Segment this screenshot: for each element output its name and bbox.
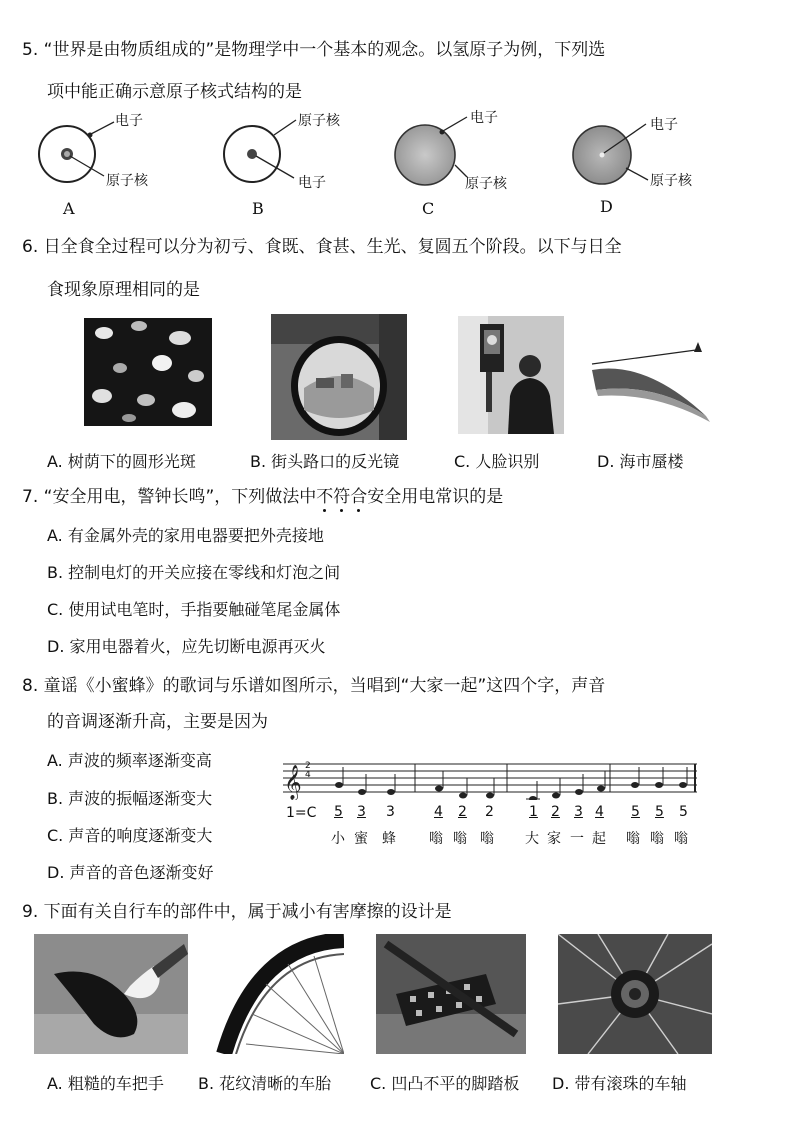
lyric-char: 蜂 xyxy=(382,831,396,847)
q5-diagram-b xyxy=(214,108,374,220)
q9-stem xyxy=(22,900,452,924)
jianpu-note: 1 xyxy=(529,804,538,820)
note-head xyxy=(552,793,560,799)
jianpu-note: 3 xyxy=(574,804,583,820)
note-head xyxy=(575,789,583,795)
q8-time-signature xyxy=(305,762,311,780)
q5-b-letter: B xyxy=(252,199,264,218)
q8-staff-svg xyxy=(283,760,703,800)
lyric-char: 嗡 xyxy=(429,831,443,847)
lyric-char: 嗡 xyxy=(626,831,640,847)
lyric-char: 起 xyxy=(592,831,606,847)
q8-key: 1=C xyxy=(286,805,317,821)
q5-c-letter: C xyxy=(422,199,435,218)
jianpu-note: 3 xyxy=(357,804,366,820)
note-head xyxy=(387,789,395,795)
jianpu-note: 2 xyxy=(458,804,467,820)
q8-option-c: C. 声音的响度逐渐变大 xyxy=(47,826,213,845)
lyric-char: 家 xyxy=(547,831,561,847)
jianpu-note: 5 xyxy=(679,804,688,820)
q5-b-top-label: 原子核 xyxy=(298,113,340,129)
q9-option-c: C. 凹凸不平的脚踏板 xyxy=(370,1074,520,1093)
jianpu-note: 5 xyxy=(655,804,664,820)
q6-photo-d-mirage xyxy=(586,330,716,426)
q9-photo-d-axle xyxy=(558,934,712,1054)
q5-d-top-label: 电子 xyxy=(650,117,678,133)
q7-option-c: C. 使用试电笔时，手指要触碰笔尾金属体 xyxy=(47,600,341,619)
jianpu-note: 4 xyxy=(595,804,604,820)
lyric-char: 嗡 xyxy=(650,831,664,847)
q5-c-top-label: 电子 xyxy=(470,110,498,126)
q9-photo-c-pedal xyxy=(376,934,526,1054)
jianpu-note: 3 xyxy=(386,804,395,820)
q6-option-c: C. 人脸识别 xyxy=(454,452,540,471)
jianpu-note: 2 xyxy=(485,804,494,820)
q6-photo-b-convex-mirror xyxy=(271,314,407,440)
q6-option-b: B. 街头路口的反光镜 xyxy=(250,452,400,471)
q8-option-a: A. 声波的频率逐渐变高 xyxy=(47,751,212,770)
q8-time-bottom: 4 xyxy=(305,770,311,780)
q7-option-a: A. 有金属外壳的家用电器要把外壳接地 xyxy=(47,526,324,545)
q6-option-d: D. 海市蜃楼 xyxy=(597,452,684,471)
q5-a-bottom-label: 原子核 xyxy=(106,173,148,189)
note-head xyxy=(597,786,605,792)
q9-option-b: B. 花纹清晰的车胎 xyxy=(198,1074,332,1093)
q5-stem-line2: 项中能正确示意原子核式结构的是 xyxy=(47,82,302,102)
q5-d-letter: D xyxy=(600,197,613,216)
q5-stem-line1 xyxy=(22,38,605,62)
lyric-char: 嗡 xyxy=(480,831,494,847)
q7-number: 7. xyxy=(22,487,39,507)
note-head xyxy=(679,782,687,788)
q5-b-bottom-label: 电子 xyxy=(298,175,326,191)
q8-stem-line2: 的音调逐渐升高，主要是因为 xyxy=(47,712,268,732)
q7-stem xyxy=(22,485,503,509)
lyric-char: 大 xyxy=(525,831,539,847)
note-head xyxy=(655,782,663,788)
jianpu-note: 2 xyxy=(551,804,560,820)
lyric-char: 嗡 xyxy=(674,831,688,847)
q9-stem-text: 下面有关自行车的部件中，属于减小有害摩擦的设计是 xyxy=(43,902,452,922)
q9-option-d: D. 带有滚珠的车轴 xyxy=(552,1074,687,1093)
q5-diagram-a xyxy=(30,108,180,220)
q5-stem-text: “世界是由物质组成的”是物理学中一个基本的观念。以氢原子为例，下列选 xyxy=(43,40,606,60)
q5-a-top-label: 电子 xyxy=(115,113,143,129)
q6-option-a: A. 树荫下的圆形光斑 xyxy=(47,452,196,471)
jianpu-note: 4 xyxy=(434,804,443,820)
note-head xyxy=(631,782,639,788)
q6-photo-a-light-spots xyxy=(84,318,212,426)
q5-diagram-c xyxy=(385,103,545,220)
q7-stem-post: 安全用电常识的是 xyxy=(367,487,504,507)
q6-stem-text: 日全食全过程可以分为初亏、食既、食甚、生光、复圆五个阶段。以下与日全 xyxy=(43,237,622,257)
q5-c-bottom-label: 原子核 xyxy=(465,176,507,192)
q8-stem-text: 童谣《小蜜蜂》的歌词与乐谱如图所示，当唱到“大家一起”这四个字，声音 xyxy=(43,676,606,696)
lyric-char: 嗡 xyxy=(453,831,467,847)
lyric-char: 小 xyxy=(331,831,345,847)
note-head xyxy=(459,793,467,799)
note-head xyxy=(486,793,494,799)
q5-diagram-d xyxy=(570,108,730,220)
q7-emphasis-char: 合 xyxy=(350,487,368,507)
q8-jianpu xyxy=(283,804,703,854)
q7-option-b: B. 控制电灯的开关应接在零线和灯泡之间 xyxy=(47,563,341,582)
q5-number: 5. xyxy=(22,40,39,60)
treble-clef-icon: 𝄞 xyxy=(284,765,302,800)
jianpu-note: 5 xyxy=(334,804,343,820)
q8-number: 8. xyxy=(22,676,39,696)
note-head xyxy=(358,789,366,795)
q8-stem-line1 xyxy=(22,674,605,698)
q7-emphasis-char: 不 xyxy=(316,487,334,507)
q9-photo-a-handlebar xyxy=(34,934,188,1054)
q6-stem-line1 xyxy=(22,235,622,259)
q7-emphasis-char: 符 xyxy=(333,487,351,507)
q7-stem-pre: “安全用电，警钟长鸣”，下列做法中 xyxy=(43,487,317,507)
q6-number: 6. xyxy=(22,237,39,257)
q8-time-top: 2 xyxy=(305,761,311,771)
q5-a-letter: A xyxy=(63,199,75,218)
q8-staff xyxy=(283,760,703,800)
q7-option-d: D. 家用电器着火，应先切断电源再灭火 xyxy=(47,637,326,656)
note-head xyxy=(335,782,343,788)
q6-stem-line2: 食现象原理相同的是 xyxy=(47,280,200,300)
q9-number: 9. xyxy=(22,902,39,922)
lyric-char: 蜜 xyxy=(354,831,368,847)
q8-option-b: B. 声波的振幅逐渐变大 xyxy=(47,789,213,808)
note-head xyxy=(435,786,443,792)
q6-photo-c-face-recognition xyxy=(458,316,564,434)
q9-option-a: A. 粗糙的车把手 xyxy=(47,1074,164,1093)
q8-option-d: D. 声音的音色逐渐变好 xyxy=(47,863,214,882)
q5-d-bottom-label: 原子核 xyxy=(650,173,692,189)
q9-photo-b-tire xyxy=(216,934,344,1054)
lyric-char: 一 xyxy=(570,831,584,847)
jianpu-note: 5 xyxy=(631,804,640,820)
